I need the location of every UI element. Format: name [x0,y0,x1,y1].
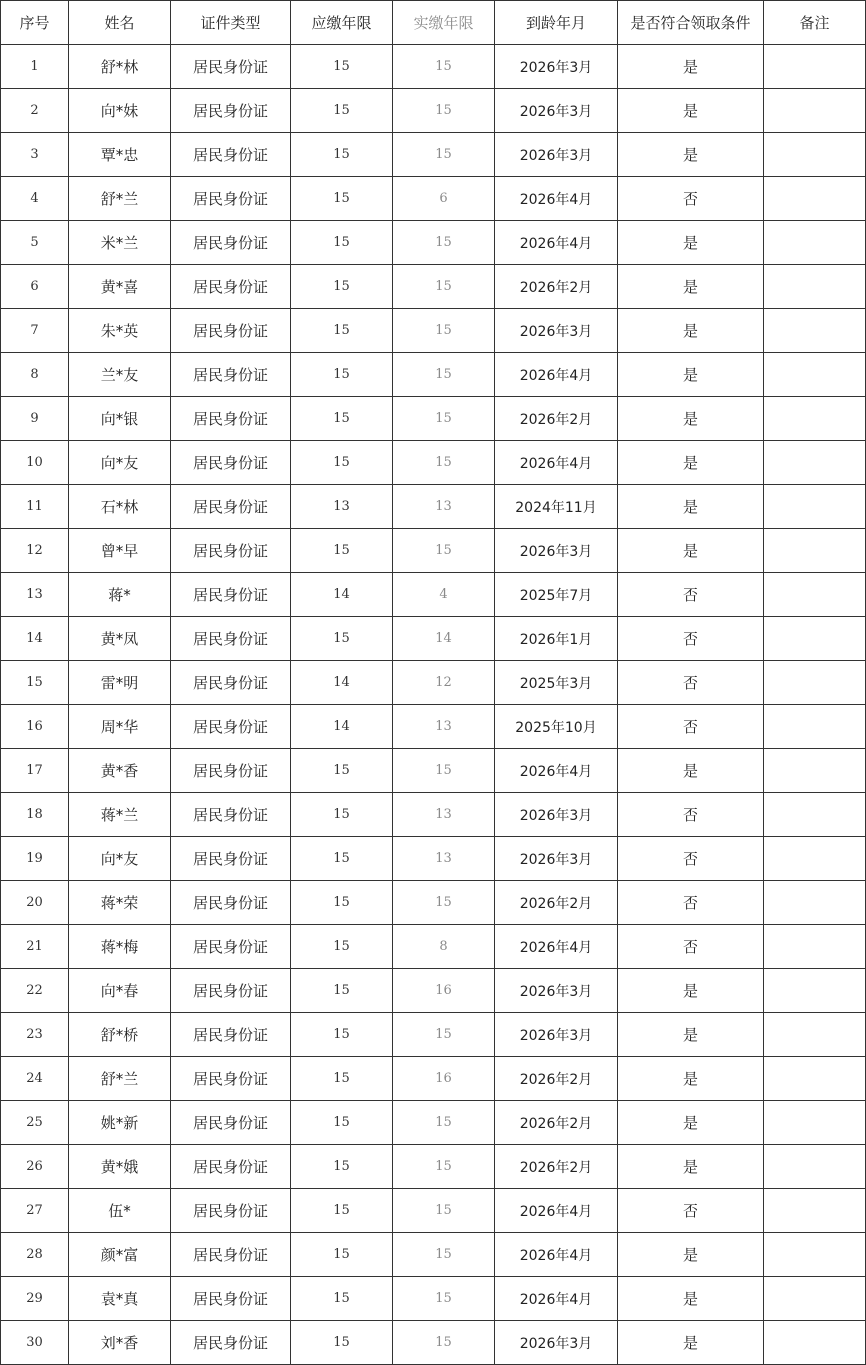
cell-years-due: 14 [291,661,393,705]
cell-seq: 22 [1,969,69,1013]
table-row [1,573,866,617]
cell-years-due: 15 [291,177,393,221]
cell-remark [764,1013,866,1057]
cell-years-paid: 15 [393,441,495,485]
cell-id-type: 居民身份证 [171,793,291,837]
cell-eligible: 是 [618,749,764,793]
cell-seq: 4 [1,177,69,221]
cell-name: 舒*兰 [69,1057,171,1101]
cell-years-paid: 15 [393,1233,495,1277]
cell-name: 舒*林 [69,45,171,89]
table-row [1,705,866,749]
cell-age-date: 2026年2月 [495,881,618,925]
cell-seq: 5 [1,221,69,265]
cell-id-type: 居民身份证 [171,1233,291,1277]
cell-eligible: 是 [618,1057,764,1101]
cell-age-date: 2026年4月 [495,1277,618,1321]
cell-years-due: 15 [291,89,393,133]
cell-years-due: 15 [291,793,393,837]
cell-name: 袁*真 [69,1277,171,1321]
cell-years-due: 15 [291,925,393,969]
cell-eligible: 是 [618,89,764,133]
cell-name: 蒋*梅 [69,925,171,969]
cell-age-date: 2026年4月 [495,177,618,221]
cell-age-date: 2026年4月 [495,441,618,485]
table-row [1,1101,866,1145]
cell-seq: 11 [1,485,69,529]
table-row [1,353,866,397]
cell-eligible: 是 [618,397,764,441]
cell-remark [764,485,866,529]
cell-id-type: 居民身份证 [171,1057,291,1101]
cell-years-paid: 15 [393,221,495,265]
table-row [1,1013,866,1057]
cell-remark [764,441,866,485]
cell-years-due: 15 [291,133,393,177]
cell-id-type: 居民身份证 [171,1189,291,1233]
cell-id-type: 居民身份证 [171,441,291,485]
cell-eligible: 是 [618,441,764,485]
cell-remark [764,1321,866,1365]
cell-eligible: 是 [618,1145,764,1189]
cell-age-date: 2026年4月 [495,1189,618,1233]
cell-id-type: 居民身份证 [171,397,291,441]
table-row [1,45,866,89]
cell-id-type: 居民身份证 [171,969,291,1013]
cell-remark [764,45,866,89]
cell-years-paid: 15 [393,881,495,925]
cell-name: 伍* [69,1189,171,1233]
cell-name: 向*妹 [69,89,171,133]
cell-eligible: 是 [618,485,764,529]
cell-name: 颜*富 [69,1233,171,1277]
cell-age-date: 2026年3月 [495,133,618,177]
cell-remark [764,133,866,177]
cell-remark [764,89,866,133]
cell-age-date: 2026年3月 [495,1321,618,1365]
cell-name: 石*林 [69,485,171,529]
cell-years-paid: 13 [393,793,495,837]
cell-years-paid: 12 [393,661,495,705]
cell-age-date: 2026年1月 [495,617,618,661]
cell-age-date: 2026年4月 [495,749,618,793]
cell-seq: 16 [1,705,69,749]
table-row [1,529,866,573]
cell-years-paid: 13 [393,837,495,881]
cell-id-type: 居民身份证 [171,1013,291,1057]
table-row [1,177,866,221]
cell-years-paid: 15 [393,1321,495,1365]
cell-seq: 3 [1,133,69,177]
column-header-years-paid: 实缴年限 [393,1,495,45]
cell-id-type: 居民身份证 [171,1145,291,1189]
cell-name: 覃*忠 [69,133,171,177]
cell-seq: 24 [1,1057,69,1101]
cell-remark [764,793,866,837]
cell-remark [764,749,866,793]
cell-name: 向*友 [69,837,171,881]
cell-remark [764,573,866,617]
cell-seq: 28 [1,1233,69,1277]
cell-name: 黄*凤 [69,617,171,661]
table-body [1,45,866,1365]
cell-id-type: 居民身份证 [171,265,291,309]
column-header-remark: 备注 [764,1,866,45]
table-row [1,1321,866,1365]
cell-seq: 23 [1,1013,69,1057]
cell-eligible: 是 [618,1101,764,1145]
cell-remark [764,1277,866,1321]
cell-id-type: 居民身份证 [171,221,291,265]
cell-id-type: 居民身份证 [171,177,291,221]
cell-age-date: 2026年3月 [495,529,618,573]
cell-seq: 18 [1,793,69,837]
cell-name: 黄*喜 [69,265,171,309]
cell-years-due: 14 [291,705,393,749]
cell-age-date: 2026年4月 [495,1233,618,1277]
cell-age-date: 2026年2月 [495,265,618,309]
cell-age-date: 2026年3月 [495,969,618,1013]
cell-id-type: 居民身份证 [171,705,291,749]
table-row [1,837,866,881]
cell-remark [764,705,866,749]
cell-years-paid: 16 [393,969,495,1013]
cell-years-paid: 15 [393,397,495,441]
cell-years-paid: 4 [393,573,495,617]
cell-age-date: 2026年3月 [495,837,618,881]
cell-name: 蒋* [69,573,171,617]
cell-remark [764,397,866,441]
cell-years-due: 15 [291,1321,393,1365]
cell-seq: 17 [1,749,69,793]
cell-seq: 26 [1,1145,69,1189]
cell-eligible: 是 [618,1321,764,1365]
cell-remark [764,661,866,705]
table-row [1,793,866,837]
cell-remark [764,353,866,397]
cell-seq: 27 [1,1189,69,1233]
cell-seq: 10 [1,441,69,485]
cell-seq: 13 [1,573,69,617]
cell-id-type: 居民身份证 [171,1277,291,1321]
cell-id-type: 居民身份证 [171,45,291,89]
cell-name: 周*华 [69,705,171,749]
cell-eligible: 否 [618,617,764,661]
cell-age-date: 2025年10月 [495,705,618,749]
cell-name: 米*兰 [69,221,171,265]
header-row [1,1,866,45]
cell-age-date: 2026年2月 [495,1101,618,1145]
cell-years-due: 15 [291,1145,393,1189]
cell-id-type: 居民身份证 [171,309,291,353]
cell-years-due: 15 [291,1101,393,1145]
cell-seq: 9 [1,397,69,441]
cell-age-date: 2026年2月 [495,1057,618,1101]
table-row [1,1189,866,1233]
cell-seq: 29 [1,1277,69,1321]
table-row [1,309,866,353]
cell-years-due: 15 [291,1189,393,1233]
cell-years-paid: 15 [393,1189,495,1233]
column-header-name: 姓名 [69,1,171,45]
cell-name: 舒*桥 [69,1013,171,1057]
cell-name: 蒋*荣 [69,881,171,925]
cell-age-date: 2026年3月 [495,45,618,89]
table-row [1,265,866,309]
table-row [1,221,866,265]
cell-remark [764,837,866,881]
table-row [1,969,866,1013]
cell-years-due: 15 [291,45,393,89]
cell-eligible: 否 [618,705,764,749]
cell-remark [764,1101,866,1145]
cell-seq: 14 [1,617,69,661]
cell-years-paid: 15 [393,45,495,89]
cell-id-type: 居民身份证 [171,89,291,133]
cell-id-type: 居民身份证 [171,133,291,177]
cell-age-date: 2026年4月 [495,221,618,265]
cell-years-due: 15 [291,1057,393,1101]
cell-age-date: 2026年3月 [495,1013,618,1057]
cell-name: 黄*香 [69,749,171,793]
cell-age-date: 2026年3月 [495,793,618,837]
cell-id-type: 居民身份证 [171,353,291,397]
cell-eligible: 否 [618,881,764,925]
column-header-eligible: 是否符合领取条件 [618,1,764,45]
cell-years-paid: 15 [393,133,495,177]
cell-remark [764,1189,866,1233]
cell-name: 向*友 [69,441,171,485]
cell-years-paid: 15 [393,529,495,573]
cell-name: 兰*友 [69,353,171,397]
cell-eligible: 是 [618,265,764,309]
column-header-age-date: 到龄年月 [495,1,618,45]
cell-years-due: 15 [291,1277,393,1321]
cell-remark [764,529,866,573]
table-row [1,133,866,177]
cell-years-paid: 13 [393,705,495,749]
cell-years-due: 15 [291,1233,393,1277]
cell-seq: 12 [1,529,69,573]
cell-years-paid: 8 [393,925,495,969]
cell-eligible: 是 [618,353,764,397]
cell-remark [764,617,866,661]
cell-id-type: 居民身份证 [171,1321,291,1365]
column-header-seq: 序号 [1,1,69,45]
cell-name: 向*春 [69,969,171,1013]
cell-seq: 2 [1,89,69,133]
table-row [1,1057,866,1101]
table-row [1,617,866,661]
cell-age-date: 2026年3月 [495,89,618,133]
cell-id-type: 居民身份证 [171,749,291,793]
cell-years-due: 15 [291,221,393,265]
cell-age-date: 2026年4月 [495,925,618,969]
cell-eligible: 否 [618,573,764,617]
cell-remark [764,881,866,925]
cell-years-due: 15 [291,529,393,573]
cell-years-due: 15 [291,969,393,1013]
cell-age-date: 2024年11月 [495,485,618,529]
cell-years-paid: 15 [393,1013,495,1057]
cell-eligible: 是 [618,1277,764,1321]
cell-years-due: 15 [291,749,393,793]
cell-age-date: 2025年3月 [495,661,618,705]
cell-eligible: 否 [618,177,764,221]
cell-eligible: 是 [618,1233,764,1277]
cell-age-date: 2025年7月 [495,573,618,617]
cell-seq: 19 [1,837,69,881]
cell-remark [764,221,866,265]
cell-eligible: 是 [618,309,764,353]
cell-years-due: 13 [291,485,393,529]
cell-eligible: 是 [618,969,764,1013]
cell-name: 刘*香 [69,1321,171,1365]
cell-eligible: 否 [618,1189,764,1233]
cell-eligible: 是 [618,1013,764,1057]
table-row [1,397,866,441]
cell-name: 雷*明 [69,661,171,705]
cell-remark [764,265,866,309]
cell-seq: 25 [1,1101,69,1145]
cell-years-due: 15 [291,1013,393,1057]
cell-id-type: 居民身份证 [171,661,291,705]
cell-years-paid: 15 [393,265,495,309]
cell-id-type: 居民身份证 [171,485,291,529]
cell-years-paid: 15 [393,749,495,793]
table-row [1,749,866,793]
cell-remark [764,1057,866,1101]
cell-id-type: 居民身份证 [171,529,291,573]
cell-seq: 15 [1,661,69,705]
cell-years-paid: 15 [393,1101,495,1145]
cell-seq: 30 [1,1321,69,1365]
cell-eligible: 否 [618,793,764,837]
cell-remark [764,1233,866,1277]
cell-eligible: 是 [618,221,764,265]
table-row [1,881,866,925]
cell-id-type: 居民身份证 [171,881,291,925]
cell-years-due: 15 [291,397,393,441]
cell-years-due: 15 [291,881,393,925]
cell-seq: 20 [1,881,69,925]
cell-years-paid: 15 [393,89,495,133]
cell-name: 曾*早 [69,529,171,573]
cell-years-paid: 14 [393,617,495,661]
cell-years-paid: 13 [393,485,495,529]
cell-age-date: 2026年3月 [495,309,618,353]
column-header-id-type: 证件类型 [171,1,291,45]
cell-seq: 1 [1,45,69,89]
cell-id-type: 居民身份证 [171,617,291,661]
cell-years-due: 14 [291,573,393,617]
cell-years-paid: 15 [393,353,495,397]
cell-eligible: 是 [618,529,764,573]
cell-remark [764,969,866,1013]
table-row [1,441,866,485]
cell-eligible: 否 [618,925,764,969]
cell-years-due: 15 [291,265,393,309]
cell-age-date: 2026年2月 [495,1145,618,1189]
cell-id-type: 居民身份证 [171,1101,291,1145]
table-row [1,1277,866,1321]
column-header-years-due: 应缴年限 [291,1,393,45]
cell-years-due: 15 [291,837,393,881]
cell-years-paid: 15 [393,1277,495,1321]
cell-name: 蒋*兰 [69,793,171,837]
cell-name: 向*银 [69,397,171,441]
cell-years-paid: 6 [393,177,495,221]
cell-years-due: 15 [291,309,393,353]
cell-seq: 8 [1,353,69,397]
cell-id-type: 居民身份证 [171,837,291,881]
table-row [1,89,866,133]
cell-age-date: 2026年2月 [495,397,618,441]
table-row [1,485,866,529]
cell-remark [764,309,866,353]
cell-years-paid: 15 [393,1145,495,1189]
cell-eligible: 否 [618,837,764,881]
cell-seq: 21 [1,925,69,969]
table-row [1,661,866,705]
cell-eligible: 是 [618,45,764,89]
cell-years-paid: 16 [393,1057,495,1101]
cell-name: 舒*兰 [69,177,171,221]
table-row [1,925,866,969]
cell-seq: 7 [1,309,69,353]
table-row [1,1145,866,1189]
cell-id-type: 居民身份证 [171,925,291,969]
cell-years-paid: 15 [393,309,495,353]
cell-remark [764,1145,866,1189]
cell-eligible: 是 [618,133,764,177]
cell-name: 黄*娥 [69,1145,171,1189]
cell-remark [764,925,866,969]
cell-name: 姚*新 [69,1101,171,1145]
cell-remark [764,177,866,221]
table-row [1,1233,866,1277]
cell-years-due: 15 [291,441,393,485]
cell-age-date: 2026年4月 [495,353,618,397]
cell-id-type: 居民身份证 [171,573,291,617]
cell-years-due: 15 [291,617,393,661]
cell-years-due: 15 [291,353,393,397]
cell-name: 朱*英 [69,309,171,353]
cell-seq: 6 [1,265,69,309]
cell-eligible: 否 [618,661,764,705]
